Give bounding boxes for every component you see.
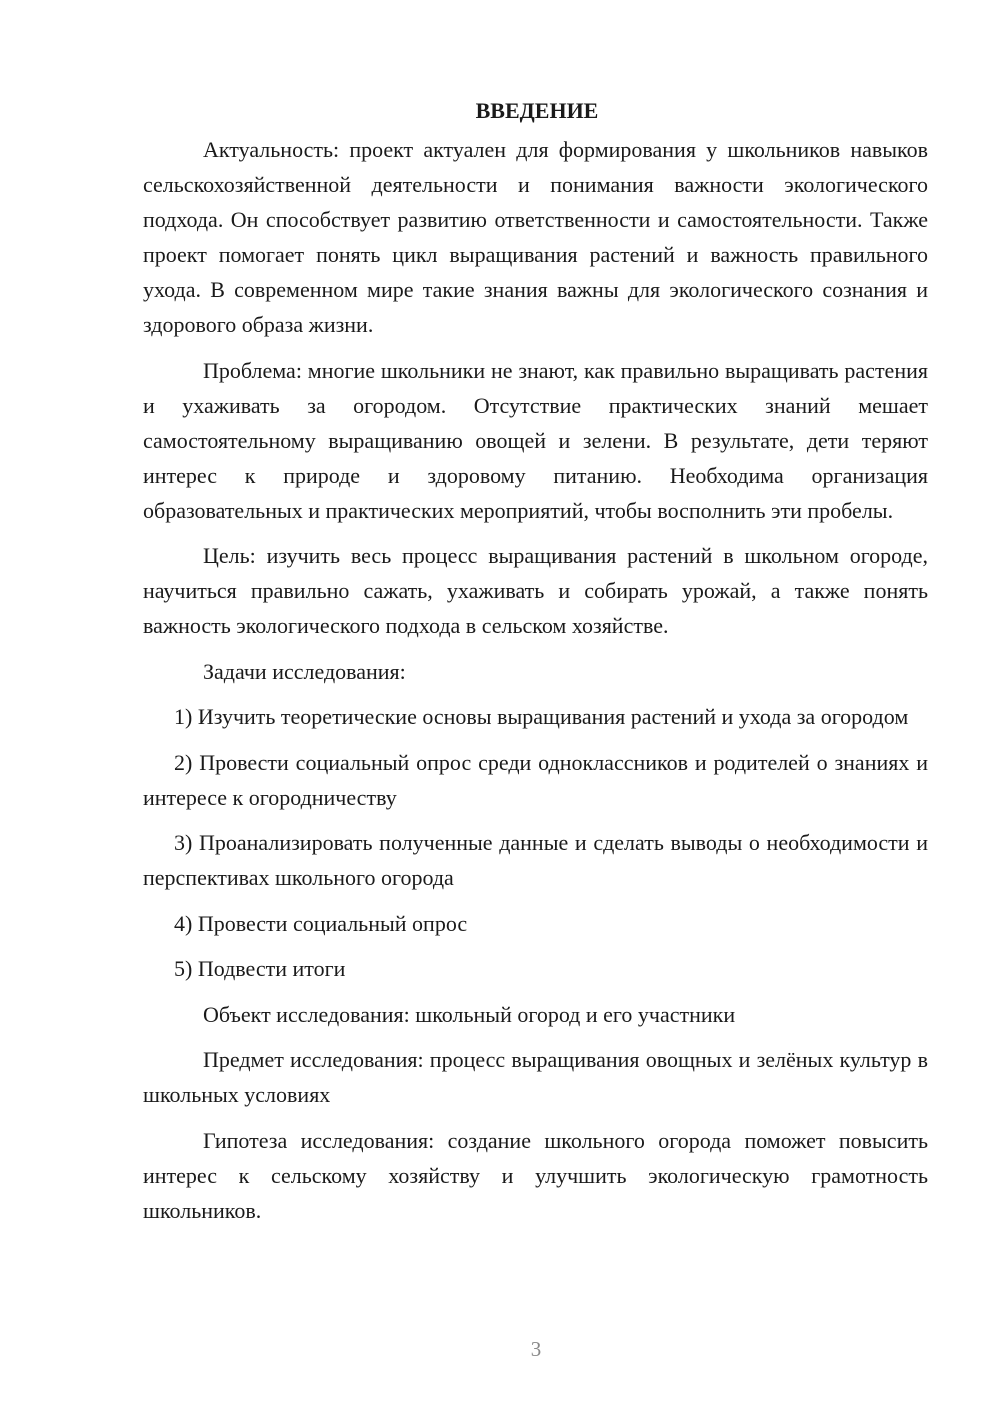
hypothesis-paragraph: Гипотеза исследования: создание школьного огорода поможет повысить интерес к сельскому хозяйству и улучшить экологическую грамотность школьников. <box>143 1127 928 1223</box>
task-item-5: 5) Подвести итоги <box>174 956 346 981</box>
problem-paragraph: Проблема: многие школьники не знают, как правильно выращивать растения и ухаживать за огородом. Отсутствие практических знаний мешает самостоятельному выращиванию овощей и зелени. В результате, дети теряют интерес к природе и здоровому питанию. Необходима организация образовательных и практических мероприятий, чтобы восполнить эти пробелы. <box>143 357 928 523</box>
subject-paragraph: Предмет исследования: процесс выращивания овощных и зелёных культур в школьных условиях <box>143 1047 928 1107</box>
page-heading: ВВЕДЕНИЕ <box>475 98 599 123</box>
goal-paragraph: Цель: изучить весь процесс выращивания растений в школьном огороде, научиться правильно сажать, ухаживать и собирать урожай, а также понять важность экологического подхода в сельском хозяйстве. <box>143 543 928 638</box>
tasks-title: Задачи исследования: <box>203 658 406 684</box>
task-item-4: 4) Провести социальный опрос <box>174 910 468 936</box>
task-item-2: 2) Провести социальный опрос среди одноклассников и родителей о знаниях и интересе к огородничеству <box>143 749 928 810</box>
page-number: 3 <box>530 1337 542 1361</box>
task-item-1: 1) Изучить теоретические основы выращивания растений и ухода за огородом <box>174 704 909 729</box>
object-paragraph: Объект исследования: школьный огород и его участники <box>203 1001 736 1027</box>
document-page <box>143 96 928 1228</box>
task-item-3: 3) Проанализировать полученные данные и сделать выводы о необходимости и перспективах школьного огорода <box>143 830 928 890</box>
relevance-paragraph: Актуальность: проект актуален для формирования у школьников навыков сельскохозяйственной деятельности и понимания важности экологического подхода. Он способствует развитию ответственности и самостоятельности. Также проект помогает понять цикл выращивания растений и важность правильного ухода. В современном мире такие знания важны для экологического сознания и здорового образа жизни. <box>143 137 928 337</box>
